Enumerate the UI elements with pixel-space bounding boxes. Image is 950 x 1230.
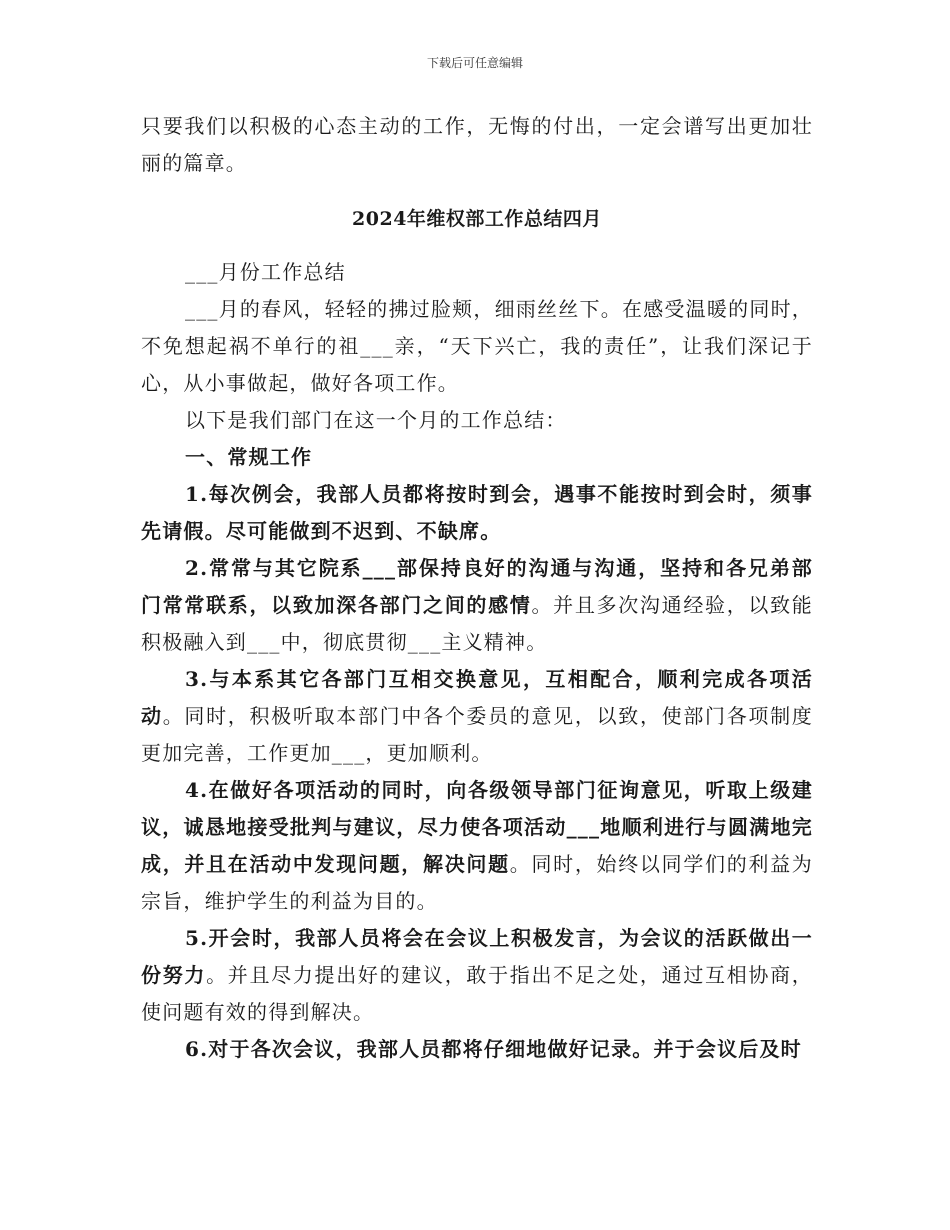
list-item-bold: 5.开会时，我部人员将会在会议上积极发言，为会议的活跃做出一份努力 xyxy=(141,926,813,987)
opening-paragraph: ___月的春风，轻轻的拂过脸颊，细雨丝丝下。在感受温暖的同时，不免想起祸不单行的祖___亲，“天下兴亡，我的责任”，让我们深记于心，从小事做起，做好各项工作。 xyxy=(141,297,813,395)
intro-paragraph: 只要我们以积极的心态主动的工作，无悔的付出，一定会谱写出更加壮丽的篇章。 xyxy=(141,114,813,175)
list-item xyxy=(141,920,813,1031)
list-item xyxy=(141,476,813,550)
list-item-bold: 2.常常与其它院系___部保持良好的沟通与沟通，坚持和各兄弟部门常常联系，以致加深各部门之间的感情 xyxy=(141,556,813,617)
list-item-bold: 3.与本系其它各部门互相交换意见，互相配合，顺利完成各项活动 xyxy=(141,667,813,728)
lead-paragraph: 以下是我们部门在这一个月的工作总结： xyxy=(185,408,567,432)
list-item xyxy=(141,1031,813,1068)
section-heading-1: 一、常规工作 xyxy=(185,445,313,469)
list-item-normal: 。同时，积极听取本部门中各个委员的意见，以致，使部门各项制度更加完善，工作更加___，更加顺利。 xyxy=(141,704,814,765)
list-item xyxy=(141,550,813,661)
list-item-bold: 4.在做好各项活动的同时，向各级领导部门征询意见，听取上级建议，诚恳地接受批判与建议，尽力使各项活动___地顺利进行与圆满地完成，并且在活动中发现问题，解决问题 xyxy=(141,778,813,876)
list-item-normal: 。同时，始终以同学们的利益为宗旨，维护学生的利益为目的。 xyxy=(141,852,813,913)
page-header: 下载后可任意编辑 xyxy=(426,56,523,70)
document-title: 2024年维权部工作总结四月 xyxy=(352,208,602,230)
document-page xyxy=(141,108,813,1068)
list-item-normal: 。并且尽力提出好的建议，敢于指出不足之处，通过互相协商，使问题有效的得到解决。 xyxy=(141,963,813,1024)
list-item xyxy=(141,772,813,920)
list-item-bold: 1.每次例会，我部人员都将按时到会，遇事不能按时到会时，须事先请假。尽可能做到不迟到、不缺席。 xyxy=(141,482,813,543)
list-item xyxy=(141,661,813,772)
subtitle-line: ___月份工作总结 xyxy=(185,260,346,284)
list-item-bold: 6.对于各次会议，我部人员都将仔细地做好记录。并于会议后及时 xyxy=(185,1037,802,1061)
list-item-normal: 。并且多次沟通经验，以致能积极融入到___中，彻底贯彻___主义精神。 xyxy=(141,593,813,654)
